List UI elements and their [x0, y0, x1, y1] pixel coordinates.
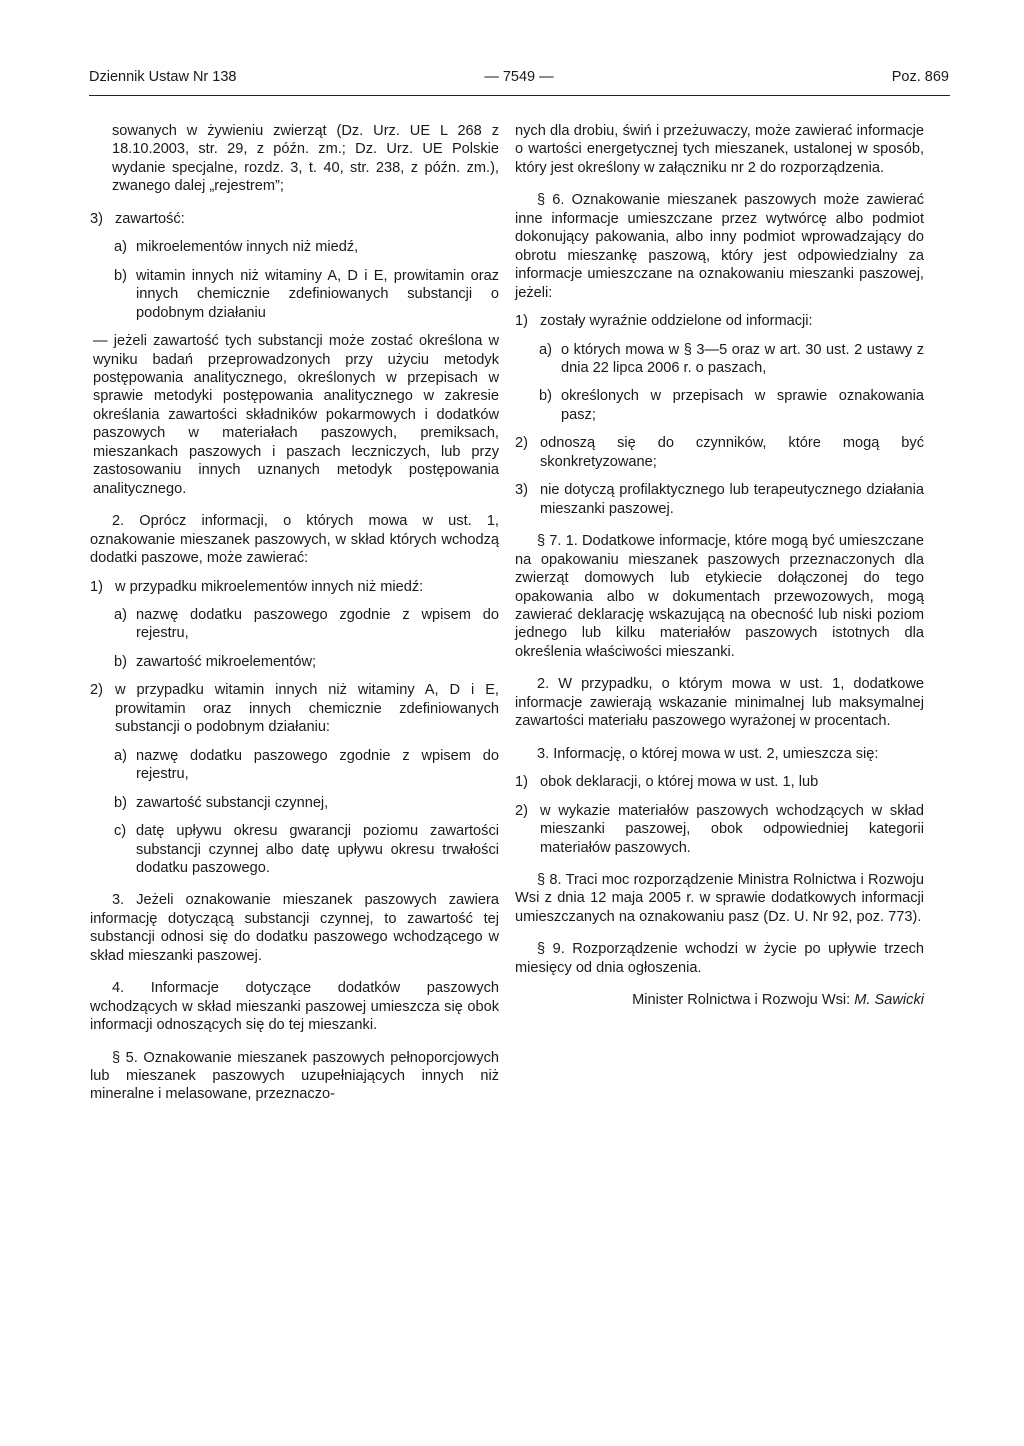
- item-text: nazwę dodatku paszowego zgodnie z wpisem do rejestru,: [136, 747, 499, 783]
- item-text: określonych w przepisach w sprawie oznakowania pasz;: [561, 388, 924, 423]
- page-number: — 7549 —: [484, 69, 554, 85]
- item-text: w przypadku witamin innych niż witaminy A, D i E, prowitamin oraz innych chemicznie zdefiniowanych substancji o podobnym działaniu:: [115, 682, 499, 736]
- section-paragraph: 2. Oprócz informacji, o których mowa w ust. 1, oznakowanie mieszanek paszowych, w skład których wchodzą dodatki paszowe, może zawierać:: [90, 513, 499, 567]
- item-number: 3): [515, 482, 528, 499]
- item-number: 2): [515, 435, 528, 452]
- item-number: b): [114, 794, 127, 811]
- list-item: [90, 747, 499, 784]
- section-paragraph: § 9. Rozporządzenie wchodzi w życie po upływie trzech miesięcy od dnia ogłoszenia.: [515, 941, 924, 976]
- list-item: [90, 794, 499, 812]
- item-number: b): [539, 388, 552, 405]
- signature-line: [515, 991, 924, 1009]
- signature-name: M. Sawicki: [854, 992, 924, 1009]
- list-item: [90, 606, 499, 643]
- dash-text: — jeżeli zawartość tych substancji może zostać określona w wyniku badań przeprowadzonych przy użyciu metodyk postępowania analitycznego, określonych w przepisach w sprawie metodyki postępowania analitycznego w zakresie określania zawartości składników pokarmowych i dodatków paszowych w materiałach paszowych, premiksach, mieszankach paszowych i paszach leczniczych, lub przy zastosowaniu innych uznanych metodyk postępowania analitycznego.: [93, 333, 499, 497]
- position-number: Poz. 869: [891, 69, 949, 85]
- item-text: datę upływu okresu gwarancji poziomu zawartości substancji czynnej albo datę upływu okresu trwałości dodatku paszowego.: [136, 823, 499, 876]
- list-item: [515, 434, 924, 471]
- list-item: [90, 822, 499, 877]
- dash-paragraph: [90, 332, 499, 498]
- section-paragraph: 4. Informacje dotyczące dodatków paszowych wchodzących w skład mieszanki paszowej umieszcza się obok informacji odnoszących się do tej mieszanki.: [90, 980, 499, 1034]
- list-item: [90, 267, 499, 322]
- section-paragraph: § 7. 1. Dodatkowe informacje, które mogą być umieszczane na opakowaniu mieszanek paszowych przeznaczonych dla zwierząt domowych lub etykiecie dołączonej do tego opakowania albo w dokumentach przewozowych, mogą zawierać deklarację wskazującą na obecność lub niski poziom jednego lub kilku materiałów paszowych istotnych dla określenia właściwości mieszanki.: [515, 533, 924, 660]
- item-text: mikroelementów innych niż miedź,: [136, 239, 359, 256]
- list-item: [90, 578, 499, 596]
- header-rule: [89, 95, 950, 96]
- list-item: [515, 387, 924, 424]
- item-text: odnoszą się do czynników, które mogą być skonkretyzowane;: [540, 435, 924, 470]
- continued-paragraph: nych dla drobiu, świń i przeżuwaczy, może zawierać informacje o wartości energetycznej tych mieszanek, ustalonej w sposób, który jest określony w załączniku nr 2 do rozporządzenia.: [515, 123, 924, 176]
- list-item: [515, 773, 924, 791]
- item-text: zawartość:: [115, 210, 185, 227]
- item-text: w wykazie materiałów paszowych wchodzących w skład mieszanki paszowej, obok odpowiedniej kategorii materiałów paszowych.: [540, 802, 924, 856]
- list-item: [90, 210, 499, 228]
- section-paragraph: § 8. Traci moc rozporządzenie Ministra Rolnictwa i Rozwoju Wsi z dnia 12 maja 2005 r. w sprawie dodatkowych informacji umieszczanych na oznakowaniu pasz (Dz. U. Nr 92, poz. 773).: [515, 871, 924, 925]
- item-number: a): [114, 239, 127, 256]
- item-text: nazwę dodatku paszowego zgodnie z wpisem do rejestru,: [136, 606, 499, 642]
- item-number: a): [539, 341, 552, 358]
- section-paragraph: 3. Informację, o której mowa w ust. 2, umieszcza się:: [537, 745, 879, 762]
- journal-title: Dziennik Ustaw Nr 138: [89, 69, 237, 85]
- item-number: a): [114, 606, 127, 623]
- item-number: 2): [515, 802, 528, 819]
- list-item: [90, 653, 499, 671]
- item-text: obok deklaracji, o której mowa w ust. 1, lub: [540, 774, 819, 791]
- item-text: zostały wyraźnie oddzielone od informacji:: [540, 313, 813, 330]
- item-number: 1): [90, 578, 103, 595]
- item-number: b): [114, 653, 127, 670]
- item-text: witamin innych niż witaminy A, D i E, prowitamin oraz innych chemicznie zdefiniowanych substancji o podobnym działaniu: [136, 267, 499, 321]
- item-number: 3): [90, 210, 103, 227]
- item-text: zawartość substancji czynnej,: [136, 794, 329, 811]
- section-paragraph: § 6. Oznakowanie mieszanek paszowych może zawierać inne informacje umieszczane przez wytwórcę albo podmiot dokonujący pakowania, albo inny podmiot wprowadzający do obrotu mieszankę paszową, który jest odpowiedzialny za informacje umieszczane na oznakowaniu mieszanki paszowej, jeżeli:: [515, 192, 924, 301]
- list-item: [90, 238, 499, 256]
- section-paragraph: 3. Jeżeli oznakowanie mieszanek paszowych zawiera informację dotyczącą substancji czynnej, to zawartość tej substancji odnosi się do dodatku paszowego wchodzącego w skład mieszanki paszowej.: [90, 892, 499, 964]
- section-paragraph: § 5. Oznakowanie mieszanek paszowych pełnoporcjowych lub mieszanek paszowych uzupełniających innych niż mineralne i melasowane, przeznaczo-: [90, 1049, 499, 1103]
- item-number: 2): [90, 682, 103, 699]
- item-text: w przypadku mikroelementów innych niż miedź:: [115, 578, 424, 595]
- item-text: o których mowa w § 3—5 oraz w art. 30 ust. 2 ustawy z dnia 22 lipca 2006 r. o paszach,: [561, 341, 924, 376]
- item-number: 1): [515, 313, 528, 330]
- list-item: [90, 681, 499, 736]
- item-text: nie dotyczą profilaktycznego lub terapeutycznego działania mieszanki paszowej.: [540, 482, 924, 517]
- intro-paragraph: sowanych w żywieniu zwierząt (Dz. Urz. UE L 268 z 18.10.2003, str. 29, z późn. zm.; Dz. Urz. UE Polskie wydanie specjalne, rozdz. 3, t. 40, str. 238, z późn. zm.), zwanego dalej „rejestrem”;: [112, 123, 499, 195]
- list-item: [515, 481, 924, 518]
- item-number: a): [114, 747, 127, 764]
- section-paragraph: 2. W przypadku, o którym mowa w ust. 1, dodatkowe informacje zawierają wskazanie minimalnej lub maksymalnej zawartości materiału paszowego wyrażonej w procentach.: [515, 676, 924, 730]
- list-item: [515, 802, 924, 857]
- list-item: [515, 312, 924, 330]
- list-item: [515, 341, 924, 378]
- page-header: [89, 69, 949, 93]
- item-number: c): [114, 823, 127, 840]
- item-number: 1): [515, 774, 528, 791]
- right-column: [515, 122, 924, 1010]
- item-text: zawartość mikroelementów;: [136, 653, 317, 670]
- signature-title: Minister Rolnictwa i Rozwoju Wsi:: [632, 992, 855, 1009]
- left-column: [90, 122, 499, 1104]
- item-number: b): [114, 267, 127, 284]
